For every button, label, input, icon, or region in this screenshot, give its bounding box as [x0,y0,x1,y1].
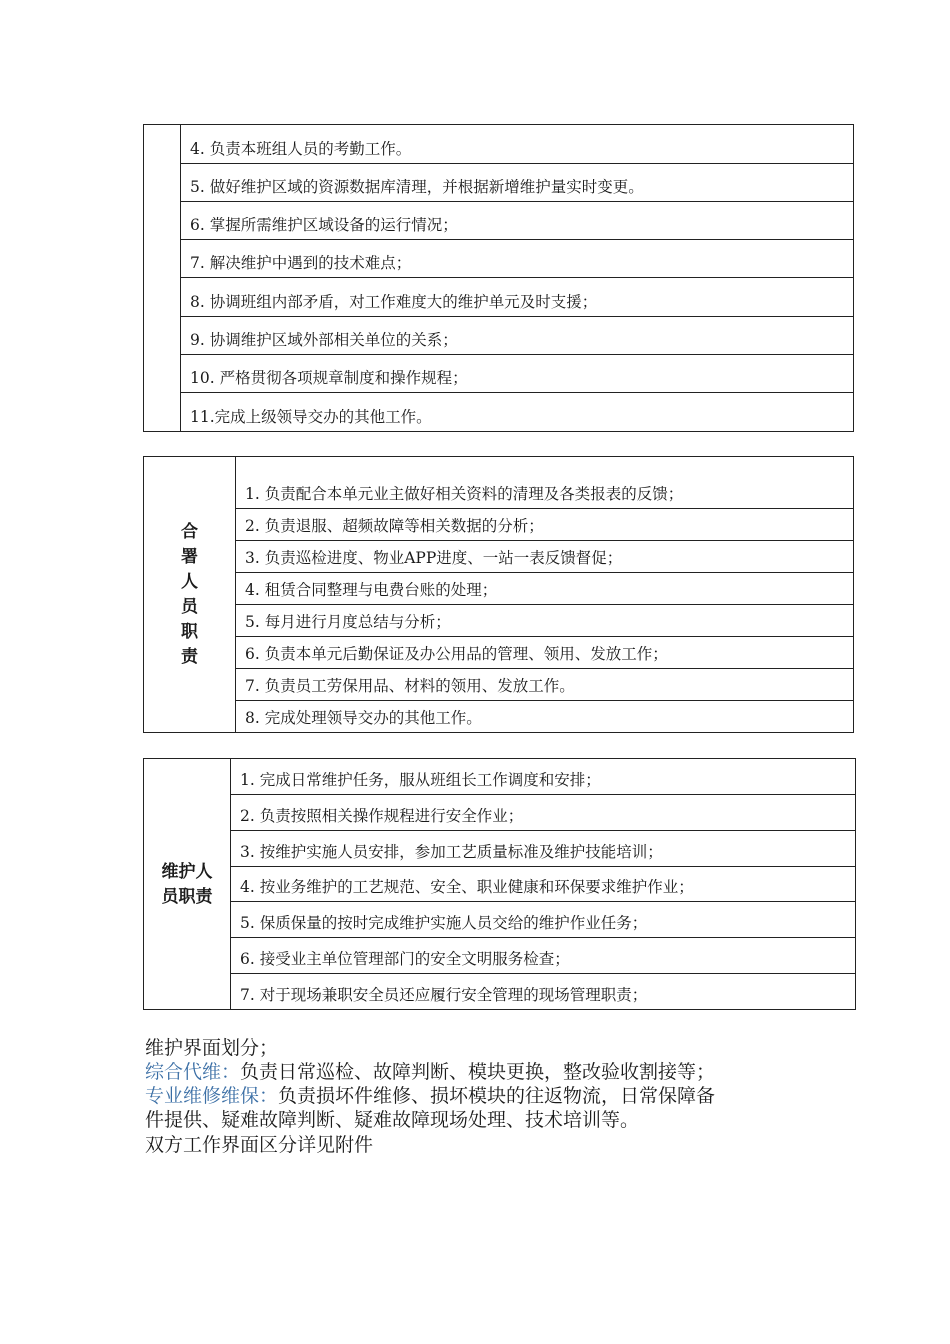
table-row: 1. 完成日常维护任务，服从班组长工作调度和安排； [231,759,855,795]
table-row: 10. 严格贯彻各项规章制度和操作规程； [181,355,853,393]
professional-maintenance-label: 专业维修维保： [145,1085,279,1107]
interface-line-attachment: 双方工作界面区分详见附件 [145,1134,374,1156]
role-label: 维护人 员职责 [161,862,213,907]
table-row: 4. 租赁合同整理与电费台账的处理； [236,573,853,605]
table-row: 8. 完成处理领导交办的其他工作。 [245,709,482,727]
table-rows [236,457,853,732]
table-row: 5. 每月进行月度总结与分析； [236,605,853,637]
table-row: 4. 负责本班组人员的考勤工作。 [181,125,853,164]
table-row: 7. 负责员工劳保用品、材料的领用、发放工作。 [236,669,853,701]
table-row: 11.完成上级领导交办的其他工作。 [190,408,432,426]
interface-heading: 维护界面划分； [145,1037,279,1059]
table-label-cell [144,759,231,1009]
table-label-cell [144,125,181,431]
table-row: 9. 协调维护区域外部相关单位的关系； [181,317,853,355]
interface-line-professional: 专业维修维保：负责损坏件维修、损坏模块的往返物流，日常保障备 [145,1085,716,1107]
table-row: 4. 按业务维护的工艺规范、安全、职业健康和环保要求维护作业； [231,867,855,902]
table-rows [181,125,853,431]
table-label-cell [144,457,236,732]
interface-line-general: 综合代维：负责日常巡检、故障判断、模块更换，整改验收割接等； [145,1061,716,1083]
table-row: 6. 掌握所需维护区域设备的运行情况； [181,202,853,240]
maintenance-staff-table [143,758,856,1010]
table-row: 7. 对于现场兼职安全员还应履行安全管理的现场管理职责； [240,986,648,1004]
role-label: 合 署 人 员 职 责 [181,522,198,667]
table-row: 7. 解决维护中遇到的技术难点； [181,240,853,278]
table-row: 3. 按维护实施人员安排，参加工艺质量标准及维护技能培训； [231,831,855,867]
table-row: 5. 做好维护区域的资源数据库清理，并根据新增维护量实时变更。 [181,164,853,202]
table-rows [231,759,855,1009]
table-row: 1. 负责配合本单元业主做好相关资料的清理及各类报表的反馈； [236,457,853,509]
table-row: 8. 协调班组内部矛盾，对工作难度大的维护单元及时支援； [181,278,853,317]
table-row: 6. 接受业主单位管理部门的安全文明服务检查； [231,938,855,974]
staff-responsibilities-table [143,456,854,733]
table-row: 3. 负责巡检进度、物业APP进度、一站一表反馈督促； [236,541,853,573]
general-maintenance-label: 综合代维： [145,1061,241,1083]
responsibilities-table-1 [143,124,854,432]
table-row: 6. 负责本单元后勤保证及办公用品的管理、领用、发放工作； [236,637,853,669]
table-row: 2. 负责按照相关操作规程进行安全作业； [231,795,855,831]
interface-line-continued: 件提供、疑难故障判断、疑难故障现场处理、技术培训等。 [145,1109,640,1131]
table-row: 2. 负责退服、超频故障等相关数据的分析； [236,509,853,541]
table-row: 5. 保质保量的按时完成维护实施人员交给的维护作业任务； [231,902,855,938]
